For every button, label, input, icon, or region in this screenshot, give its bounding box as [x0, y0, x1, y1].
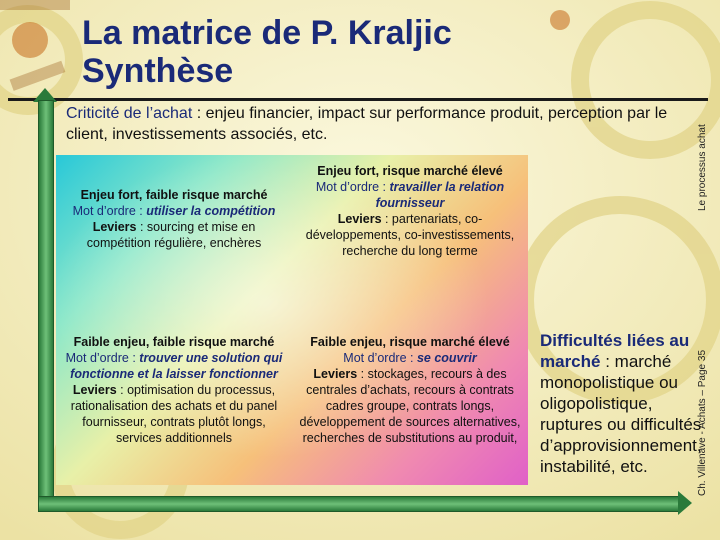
levers-label: Leviers — [313, 367, 358, 381]
order-label: Mot d’ordre : — [315, 180, 390, 194]
order-label: Mot d’ordre : — [65, 351, 140, 365]
levers-label: Leviers — [72, 383, 117, 397]
levers-label: Leviers — [337, 212, 382, 226]
quadrant-bottom-right — [292, 320, 528, 485]
levers-label: Leviers — [92, 220, 137, 234]
page-title — [82, 14, 452, 90]
order-value: se couvrir — [416, 351, 477, 365]
levers-text: : sourcing et mise en compétition régulière, enchères — [86, 220, 262, 250]
levers-text: : optimisation du processus, rationalisation des achats et du panel fournisseur, contrats plutôt longs, services additionnels — [70, 383, 278, 445]
order-label: Mot d’ordre : — [72, 204, 147, 218]
market-difficulties — [540, 330, 702, 477]
difficulties-text: : marché monopolistique ou oligopolistique, ruptures ou difficultés d’approvisionnement, instabilité, etc. — [540, 352, 702, 476]
quadrant-heading: Faible enjeu, risque marché élevé — [310, 335, 510, 349]
order-value: utiliser la compétition — [146, 204, 276, 218]
quadrant-heading: Enjeu fort, risque marché élevé — [317, 164, 503, 178]
quadrant-heading: Enjeu fort, faible risque marché — [80, 188, 268, 202]
quadrant-heading: Faible enjeu, faible risque marché — [73, 335, 275, 349]
horizontal-axis-arrow — [38, 496, 680, 512]
criticality-description — [66, 103, 696, 145]
order-value: trouver une solution qui fonctionne et la laisser fonctionner — [70, 351, 283, 381]
vertical-axis-arrow — [38, 100, 54, 512]
title-divider — [8, 98, 708, 101]
side-note: Le processus achat — [697, 124, 708, 212]
quadrant-top-right — [292, 155, 528, 320]
quadrant-top-left — [56, 155, 292, 320]
title-line-2: Synthèse — [82, 52, 234, 90]
footer-credit: Ch. Villenave - Achats – Page 35 — [697, 349, 708, 497]
quadrant-bottom-left — [56, 320, 292, 485]
horizontal-axis-arrowhead — [678, 491, 692, 515]
kraljic-matrix — [56, 155, 528, 485]
order-label: Mot d’ordre : — [343, 351, 417, 365]
title-line-1: La matrice de P. Kraljic — [82, 14, 452, 52]
difficulties-label: Difficultés liées au marché — [540, 331, 690, 371]
criticality-text: : enjeu financier, impact sur performance produit, perception par le client, investissements associés, etc. — [66, 105, 668, 143]
levers-text: : partenariats, co-développements, co-investissements, recherche du long terme — [305, 212, 515, 258]
order-value: travailler la relation fournisseur — [375, 180, 505, 210]
levers-text: : stockages, recours à des centrales d’achats, recours à contrats cadres groupe, contrats longs, développement de sources alternatives, recherches de substitutions au produit, — [299, 367, 521, 445]
criticality-label: Criticité de l’achat — [66, 105, 193, 122]
